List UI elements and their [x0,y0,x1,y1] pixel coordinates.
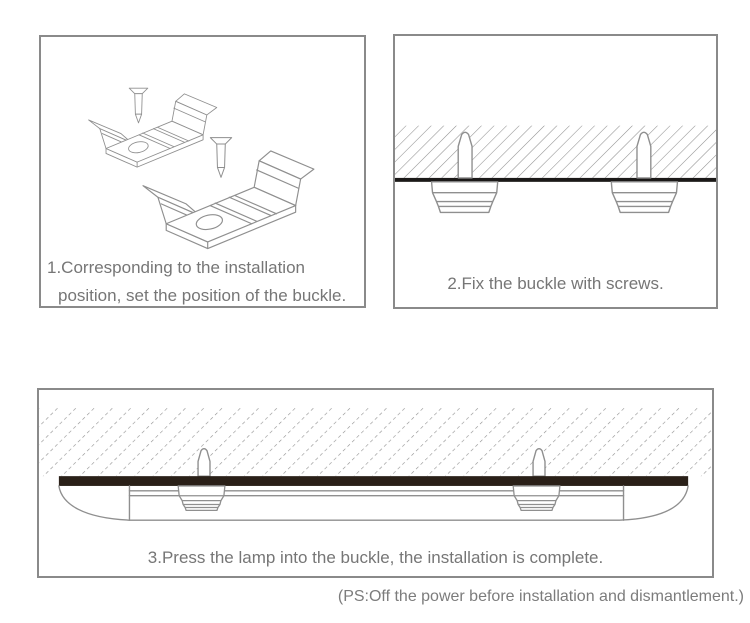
buckle-profile-icon [432,182,498,213]
screw-icon [458,132,472,178]
buckle-clip-icon [89,94,217,167]
step1-caption-line1: 1.Corresponding to the installation [47,258,305,277]
screw-icon [129,88,148,123]
buckle-profile-icon [178,486,225,510]
step2-caption: 2.Fix the buckle with screws. [447,274,664,293]
buckle-profile-icon [611,182,677,213]
ceiling-hatch [39,407,712,477]
lamp-body [59,486,688,520]
lamp-mounting-bar [59,476,688,486]
screw-icon [533,449,545,476]
buckle-clip-icon [143,151,314,249]
step3-caption: 3.Press the lamp into the buckle, the installation is complete. [147,548,604,567]
screw-icon [198,449,210,476]
step1-caption-line2: position, set the position of the buckle. [58,286,347,305]
step2-illustration [395,36,716,307]
step3-panel [37,388,714,578]
step2-panel [393,34,718,309]
screw-icon [637,132,651,178]
step1-panel [39,35,366,308]
ceiling-hatch [395,126,716,178]
ps-note: (PS:Off the power before installation and dismantlement.) [337,588,744,605]
buckle-profile-icon [513,486,560,510]
step1-caption [47,254,346,310]
screw-icon [210,138,231,178]
